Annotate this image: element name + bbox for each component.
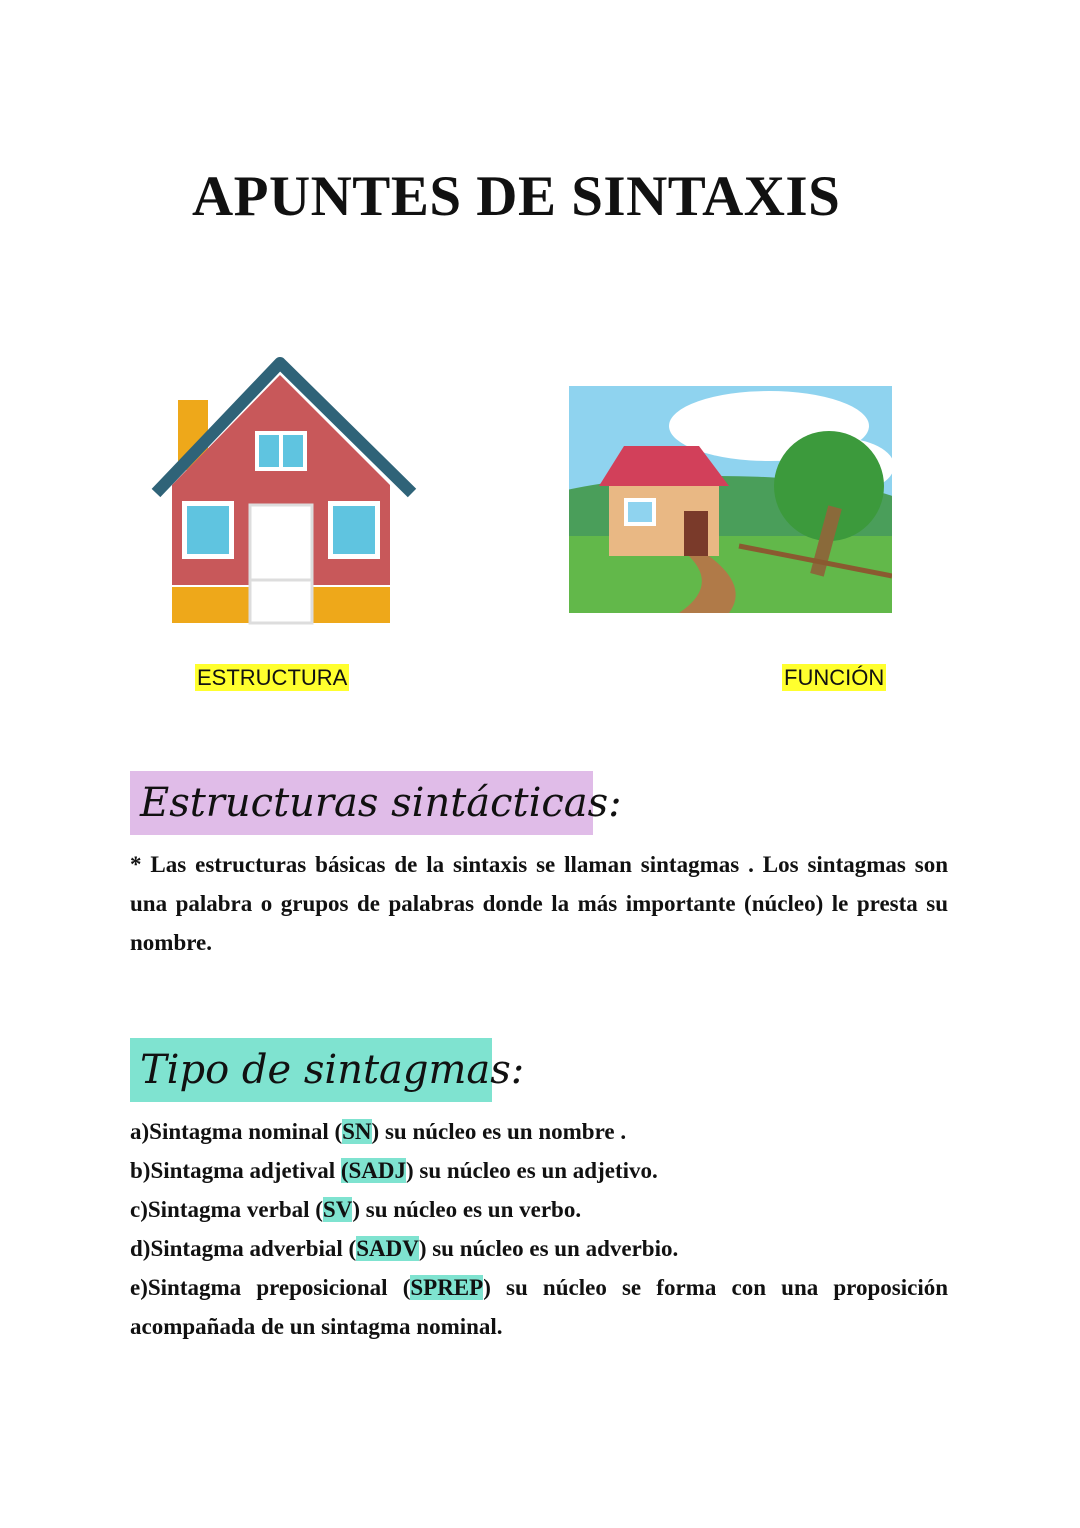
section-heading-tipos: Tipo de sintagmas:	[130, 1038, 492, 1102]
estructuras-paragraph: * Las estructuras básicas de la sintaxis se llaman sintagmas . Los sintagmas son una palabra o grupos de palabras donde la más importante (núcleo) le presta su nombre.	[130, 852, 948, 955]
item-text: ) su núcleo es un adverbio.	[418, 1236, 679, 1261]
house-icon	[150, 355, 420, 627]
item-text: ) su núcleo es un adjetivo.	[406, 1158, 658, 1183]
item-text: d)Sintagma adverbial (	[130, 1236, 357, 1261]
item-text: ) su núcleo es un nombre .	[371, 1119, 627, 1144]
item-text: a)Sintagma nominal (	[130, 1119, 343, 1144]
list-item	[130, 1229, 948, 1268]
abbr-highlight: SPREP	[410, 1275, 484, 1300]
sintagma-types-list	[130, 1112, 948, 1346]
list-item	[130, 1112, 948, 1151]
list-item	[130, 1151, 948, 1190]
item-text: ) su núcleo se forma con una proposición acompañada de un sintagma nominal.	[130, 1275, 949, 1339]
list-item	[130, 1268, 948, 1346]
item-text: b)Sintagma adjetival	[130, 1158, 341, 1183]
section-heading-estructuras: Estructuras sintácticas:	[130, 771, 593, 835]
item-text: ) su núcleo es un verbo.	[352, 1197, 582, 1222]
abbr-highlight: SN	[342, 1119, 372, 1144]
page-title: APUNTES DE SINTAXIS	[192, 165, 841, 228]
abbr-highlight: SADV	[356, 1236, 419, 1261]
funcion-label: FUNCIÓN	[784, 665, 885, 690]
item-text: c)Sintagma verbal (	[130, 1197, 323, 1222]
item-text: e)Sintagma preposicional (	[130, 1275, 411, 1300]
list-item	[130, 1190, 948, 1229]
abbr-highlight: SV	[322, 1197, 353, 1222]
abbr-highlight: (SADJ	[340, 1158, 407, 1183]
estructura-label: ESTRUCTURA	[197, 665, 348, 690]
house-landscape-icon	[569, 386, 892, 613]
